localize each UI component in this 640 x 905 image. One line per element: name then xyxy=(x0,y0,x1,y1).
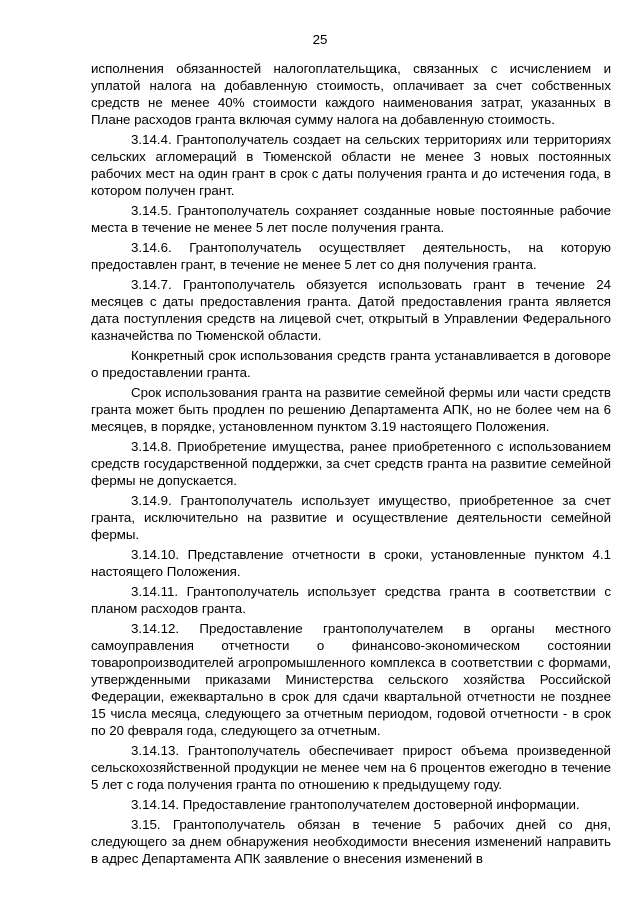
paragraph: Конкретный срок использования средств гранта устанавливается в договоре о предоставлении гранта. xyxy=(91,348,611,380)
page-number: 25 xyxy=(312,32,328,47)
paragraph: 3.14.8. Приобретение имущества, ранее приобретенного с использованием средств государственной поддержки, за счет средств гранта на развитие семейной фермы не допускается. xyxy=(91,439,611,488)
paragraph: 3.14.6. Грантополучатель осуществляет деятельность, на которую предоставлен грант, в течение не менее 5 лет со дня получения гранта. xyxy=(91,240,611,272)
paragraph: исполнения обязанностей налогоплательщика, связанных с исчислением и уплатой налога на добавленную стоимость, оплачивает за счет собственных средств не менее 40% стоимости каждого наименования затрат, указанных в Плане расходов гранта включая сумму налога на добавленную стоимость. xyxy=(91,61,611,127)
paragraph: Срок использования гранта на развитие семейной фермы или части средств гранта может быть продлен по решению Департамента АПК, но не более чем на 6 месяцев, в порядке, установленном пунктом 3.19 настоящего Положения. xyxy=(91,385,611,434)
document-body xyxy=(91,60,611,870)
paragraph: 3.14.5. Грантополучатель сохраняет созданные новые постоянные рабочие места в течение не менее 5 лет после получения гранта. xyxy=(91,203,611,235)
paragraph: 3.14.4. Грантополучатель создает на сельских территориях или территориях сельских агломераций в Тюменской области не менее 3 новых постоянных рабочих мест на один грант в срок с даты получения гранта и до истечения года, в котором получен грант. xyxy=(91,132,611,198)
paragraph: 3.14.12. Предоставление грантополучателем в органы местного самоуправления отчетности о финансово-экономическом состоянии товаропроизводителей агропромышленного комплекса в соответствии с формами, утвержденными приказами Министерства сельского хозяйства Российской Федерации, ежеквартально в срок для сдачи квартальной отчетности не позднее 15 числа месяца, следующего за отчетным периодом, годовой отчетности - в срок по 20 февраля года, следующего за отчетным. xyxy=(91,621,611,738)
paragraph: 3.14.9. Грантополучатель использует имущество, приобретенное за счет гранта, исключительно на развитие и осуществление деятельности семейной фермы. xyxy=(91,493,611,542)
paragraph: 3.14.7. Грантополучатель обязуется использовать грант в течение 24 месяцев с даты предоставления гранта. Датой предоставления гранта является дата поступления средств на лицевой счет, открытый в Управлении Федерального казначейства по Тюменской области. xyxy=(91,277,611,343)
paragraph: 3.14.11. Грантополучатель использует средства гранта в соответствии с планом расходов гранта. xyxy=(91,584,611,616)
paragraph: 3.14.14. Предоставление грантополучателем достоверной информации. xyxy=(131,797,580,812)
paragraph: 3.15. Грантополучатель обязан в течение 5 рабочих дней со дня, следующего за днем обнаружения необходимости внесения изменений направить в адрес Департамента АПК заявление о внесения изменений в xyxy=(91,817,611,866)
paragraph: 3.14.13. Грантополучатель обеспечивает прирост объема произведенной сельскохозяйственной продукции не менее чем на 6 процентов ежегодно в течение 5 лет с года получения гранта по отношению к предыдущему году. xyxy=(91,743,611,792)
paragraph: 3.14.10. Представление отчетности в сроки, установленные пунктом 4.1 настоящего Положения. xyxy=(91,547,611,579)
